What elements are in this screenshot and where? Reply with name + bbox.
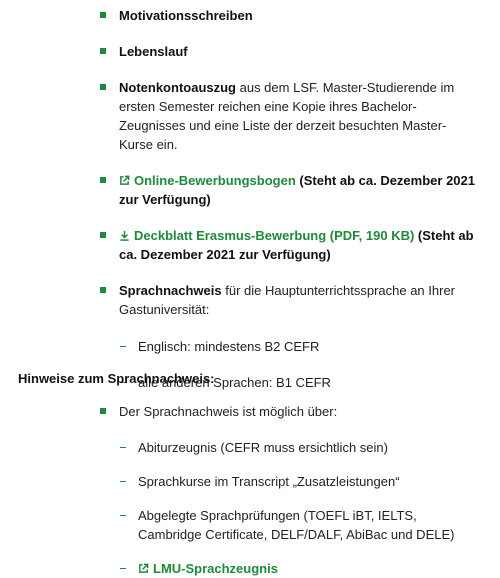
bullet-icon	[100, 408, 106, 414]
transcript-title: Notenkontoauszug	[119, 80, 236, 95]
bullet-icon	[100, 84, 106, 90]
option-abitur: Abiturzeugnis (CEFR muss ersichtlich sein)	[138, 440, 388, 455]
option-language-exams: Abgelegte Sprachprüfungen (TOEFL iBT, IELTS, Cambridge Certificate, DELF/DALF, AbiBac und DELE)	[138, 508, 455, 542]
language-level-english: Englisch: mindestens B2 CEFR	[138, 339, 320, 354]
notes-list	[100, 402, 478, 578]
bullet-icon	[100, 177, 106, 183]
option-language-courses: Sprachkurse im Transcript „Zusatzleistungen“	[138, 474, 400, 489]
item-cv: Lebenslauf	[119, 44, 188, 59]
list-item-transcript	[100, 78, 478, 154]
list-item	[119, 559, 478, 578]
cover-sheet-link[interactable]	[119, 228, 414, 243]
dash-icon	[120, 568, 126, 569]
dash-icon	[120, 447, 126, 448]
cover-sheet-note: (Steht ab ca. Dezember 2021 zur Verfügung)	[119, 228, 474, 262]
bullet-icon	[100, 12, 106, 18]
notes-options-list	[119, 438, 478, 578]
list-item	[119, 337, 478, 356]
online-form-link[interactable]	[119, 173, 296, 188]
item-motivation: Motivationsschreiben	[119, 8, 253, 23]
external-link-icon	[119, 175, 130, 186]
requirements-list	[100, 6, 478, 409]
language-title: Sprachnachweis	[119, 283, 222, 298]
online-form-note: (Steht ab ca. Dezember 2021 zur Verfügung)	[119, 173, 475, 207]
bullet-icon	[100, 287, 106, 293]
list-item-notes-intro	[100, 402, 478, 578]
lmu-certificate-link[interactable]	[138, 561, 278, 576]
list-item-online-form	[100, 171, 478, 209]
list-item	[119, 472, 478, 491]
list-item	[119, 506, 478, 544]
cover-sheet-label: Deckblatt Erasmus-Bewerbung (PDF, 190 KB)	[134, 228, 415, 243]
bullet-icon	[100, 232, 106, 238]
download-icon	[119, 230, 130, 241]
dash-icon	[120, 515, 126, 516]
online-form-label: Online-Bewerbungsbogen	[134, 173, 296, 188]
lmu-certificate-label: LMU-Sprachzeugnis	[153, 561, 278, 576]
language-text: für die Hauptunterrichtssprache an Ihrer Gastuniversität:	[119, 283, 456, 317]
language-level-other: alle anderen Sprachen: B1 CEFR	[138, 375, 331, 390]
notes-intro: Der Sprachnachweis ist möglich über:	[119, 404, 338, 419]
dash-icon	[120, 481, 126, 482]
dash-icon	[120, 346, 126, 347]
list-item-motivation	[100, 6, 478, 25]
list-item-cover-sheet	[100, 226, 478, 264]
list-item	[119, 438, 478, 457]
section-heading: Hinweise zum Sprachnachweis:	[18, 371, 215, 386]
transcript-text: aus dem LSF. Master-Studierende im ersten Semester reichen eine Kopie ihres Bachelor-Zeugnisses und eine Liste der derzeit besuchten Master-Kurse ein.	[119, 80, 455, 152]
list-item-cv	[100, 42, 478, 61]
bullet-icon	[100, 48, 106, 54]
